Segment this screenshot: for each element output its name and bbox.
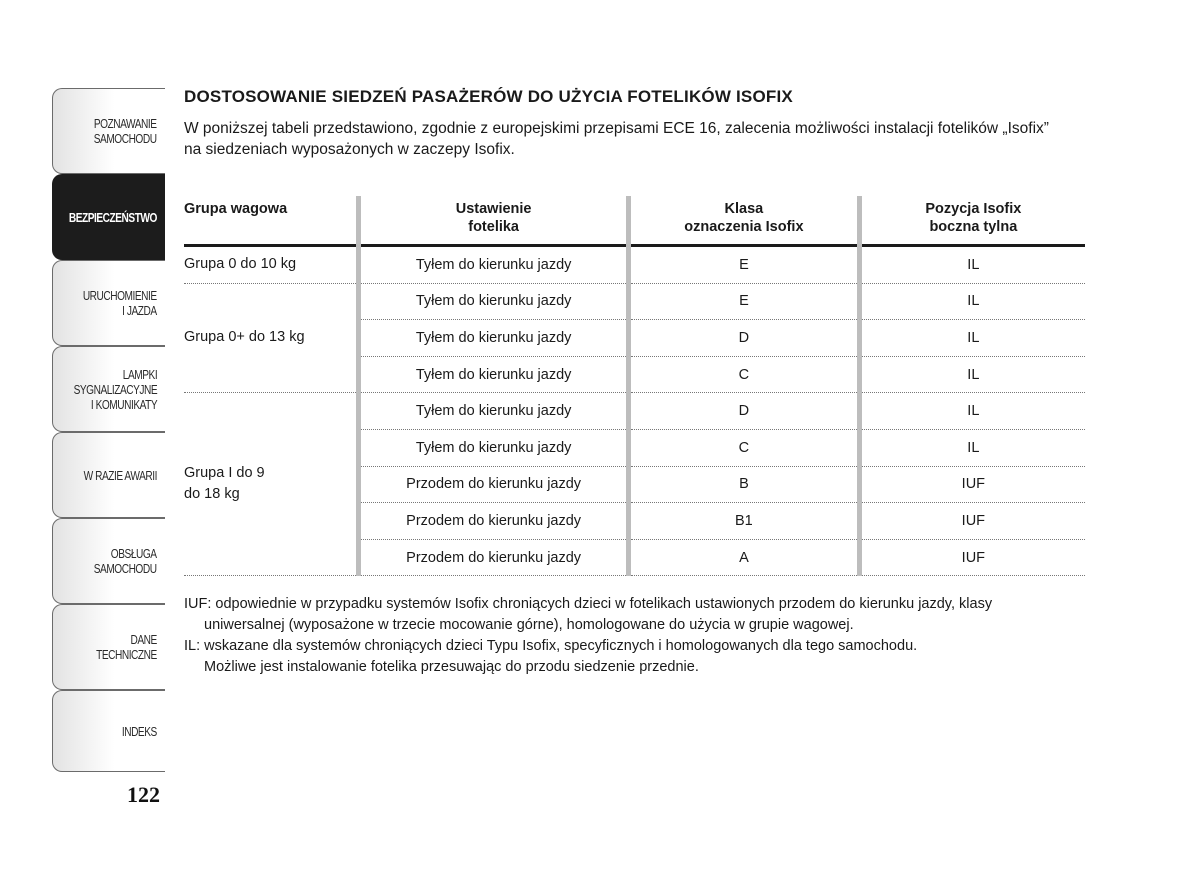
class-cell: D [629, 320, 860, 357]
tab-dane-techniczne[interactable]: DANE TECHNICZNE [52, 604, 165, 690]
isofix-cell: IL [859, 283, 1085, 320]
isofix-cell: IUF [859, 539, 1085, 576]
intro-paragraph: W poniższej tabeli przedstawiono, zgodnie z europejskimi przepisami ECE 16, zalecenia możliwości instalacji fotelików „Isofix” na siedzeniach wyposażonych w zaczepy Isofix. [184, 120, 1049, 158]
class-cell: A [629, 539, 860, 576]
isofix-cell: IL [859, 393, 1085, 430]
tab-poznawanie-samochodu[interactable]: POZNAWANIE SAMOCHODU [52, 88, 165, 174]
tab-uruchomienie-i-jazda[interactable]: URUCHOMIENIE I JAZDA [52, 260, 165, 346]
position-cell: Przodem do kierunku jazdy [359, 466, 629, 503]
position-cell: Tyłem do kierunku jazdy [359, 246, 629, 284]
position-cell: Tyłem do kierunku jazdy [359, 393, 629, 430]
class-cell: D [629, 393, 860, 430]
note-iuf: IUF: odpowiednie w przypadku systemów Isofix chroniących dzieci w fotelikach ustawionych przodem do kierunku jazdy, klasy uniwersalnej (wyposażone w trzecie mocowanie górne), homologowane do użycia w grupie wagowej. [184, 596, 993, 633]
table-row [184, 246, 1085, 284]
footnotes [184, 594, 1084, 678]
position-cell: Tyłem do kierunku jazdy [359, 320, 629, 357]
isofix-cell: IL [859, 320, 1085, 357]
header-class: Klasa oznaczenia Isofix [629, 196, 860, 246]
class-cell: B [629, 466, 860, 503]
table-row [184, 393, 1085, 430]
isofix-cell: IUF [859, 466, 1085, 503]
header-group: Grupa wagowa [184, 196, 359, 246]
isofix-table [184, 196, 1085, 576]
table-row [184, 283, 1085, 320]
table-header-row [184, 196, 1085, 246]
group-cell: Grupa I do 9 do 18 kg [184, 393, 359, 576]
position-cell: Przodem do kierunku jazdy [359, 503, 629, 540]
class-cell: C [629, 429, 860, 466]
isofix-cell: IUF [859, 503, 1085, 540]
header-isofix-position: Pozycja Isofix boczna tylna [859, 196, 1085, 246]
position-cell: Tyłem do kierunku jazdy [359, 283, 629, 320]
header-position: Ustawienie fotelika [359, 196, 629, 246]
tab-bezpieczenstwo[interactable]: BEZPIECZEŃSTWO [52, 174, 165, 260]
class-cell: C [629, 356, 860, 393]
section-title: DOSTOSOWANIE SIEDZEŃ PASAŻERÓW DO UŻYCIA FOTELIKÓW ISOFIX [184, 87, 793, 106]
class-cell: E [629, 246, 860, 284]
group-cell: Grupa 0 do 10 kg [184, 246, 359, 284]
isofix-cell: IL [859, 429, 1085, 466]
tab-lampki-sygnalizacyjne[interactable]: LAMPKI SYGNALIZACYJNE I KOMUNIKATY [52, 346, 165, 432]
position-cell: Przodem do kierunku jazdy [359, 539, 629, 576]
class-cell: B1 [629, 503, 860, 540]
isofix-cell: IL [859, 246, 1085, 284]
class-cell: E [629, 283, 860, 320]
note-il: IL: wskazane dla systemów chroniących dzieci Typu Isofix, specyficznych i homologowanych dla tego samochodu. Możliwe jest instalowanie fotelika przesuwając do przodu siedzenie przednie. [184, 638, 918, 675]
tab-obsluga-samochodu[interactable]: OBSŁUGA SAMOCHODU [52, 518, 165, 604]
tab-w-razie-awarii[interactable]: W RAZIE AWARII [52, 432, 165, 518]
isofix-cell: IL [859, 356, 1085, 393]
tab-indeks[interactable]: INDEKS [52, 690, 165, 772]
page-number: 122 [127, 782, 160, 807]
group-cell: Grupa 0+ do 13 kg [184, 283, 359, 393]
position-cell: Tyłem do kierunku jazdy [359, 356, 629, 393]
position-cell: Tyłem do kierunku jazdy [359, 429, 629, 466]
